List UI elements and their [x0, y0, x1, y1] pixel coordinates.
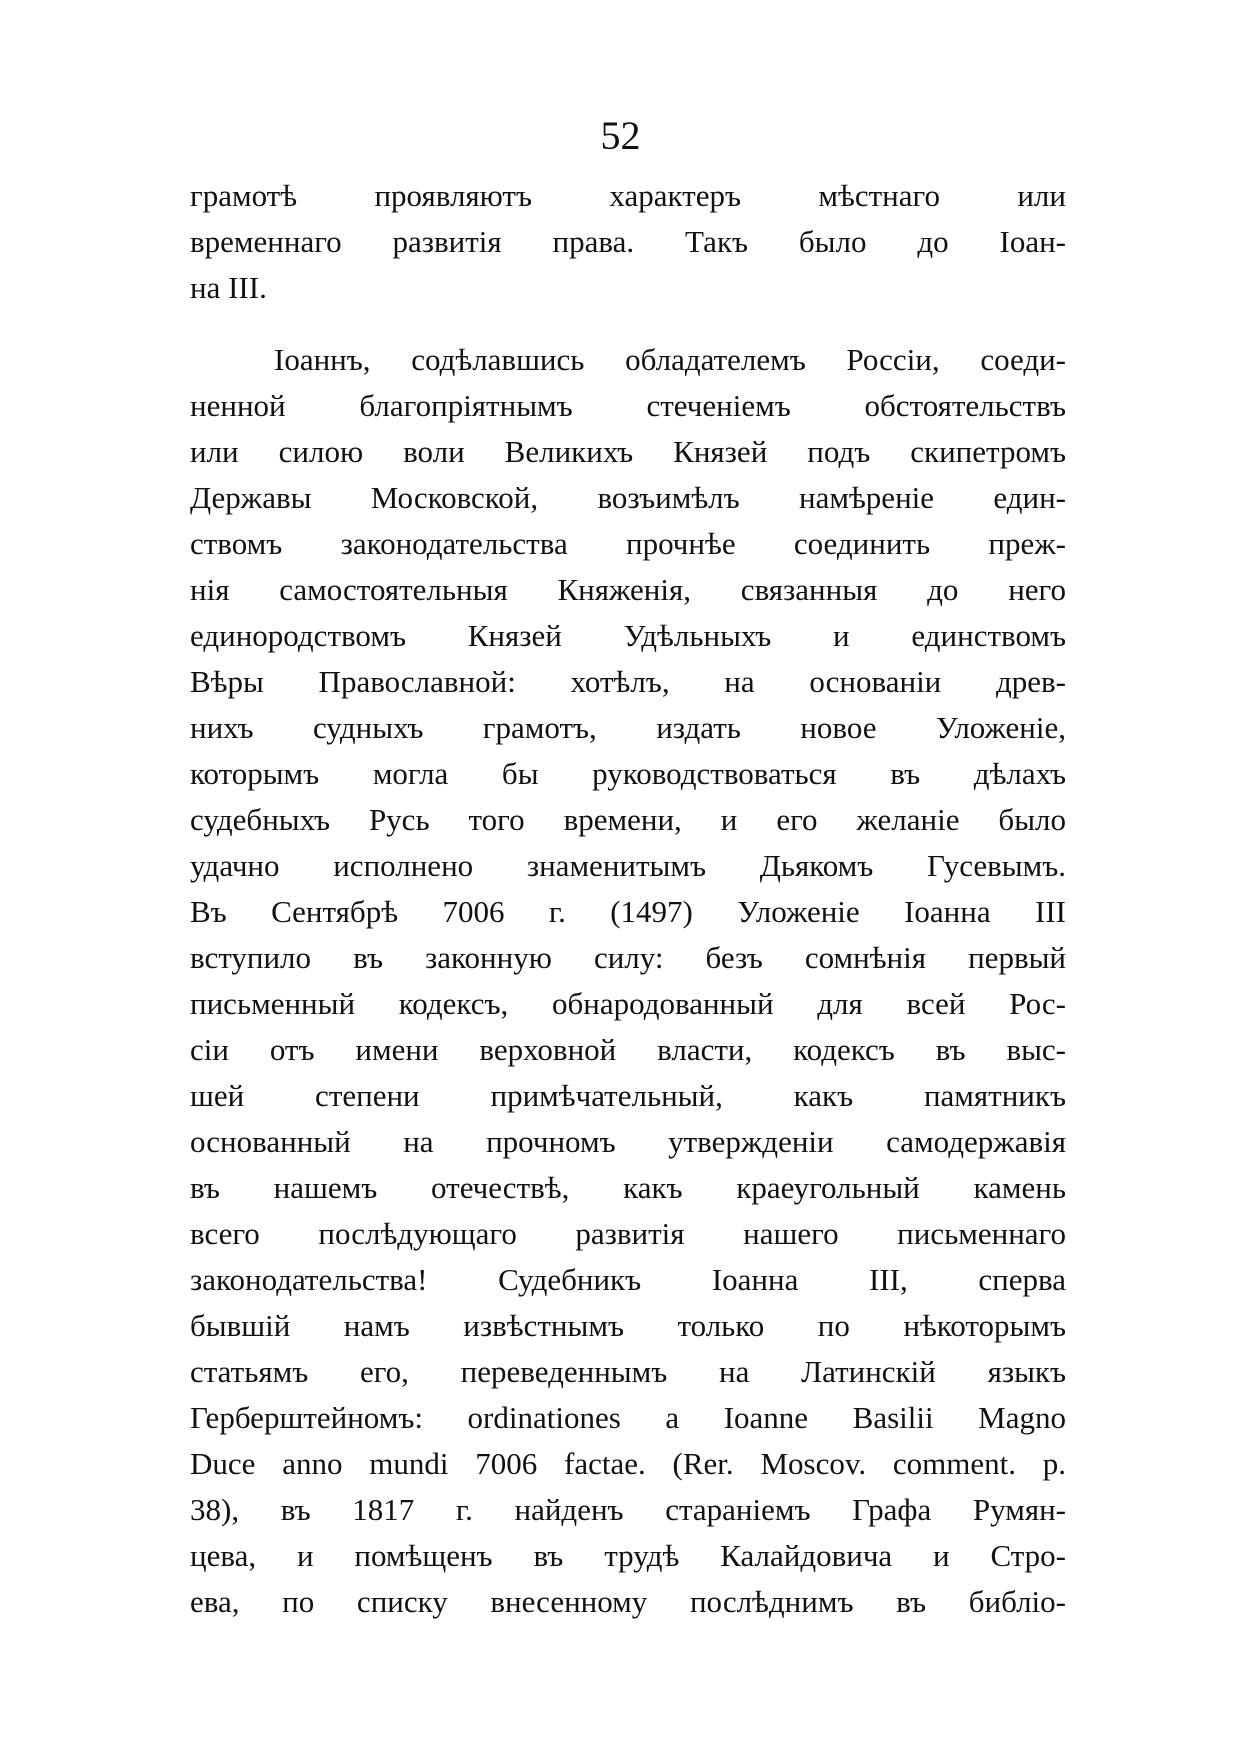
text-line: Державы Московской, возъимѣлъ намѣреніе един-: [190, 480, 1066, 515]
text-line: на III.: [190, 270, 267, 305]
text-line: ствомъ законодательства прочнѣе соединить преж-: [190, 526, 1066, 561]
text-line: Вѣры Православной: хотѣлъ, на основаніи древ-: [190, 664, 1066, 699]
text-line: нихъ судныхъ грамотъ, издать новое Уложеніе,: [190, 710, 1066, 745]
text-line: шей степени примѣчательный, какъ памятникъ: [190, 1078, 1066, 1113]
text-line: законодательства! Судебникъ Іоанна III, сперва: [190, 1262, 1066, 1297]
text-line: судебныхъ Русь того времени, и его желаніе было: [190, 802, 1066, 837]
text-line: вступило въ законную силу: безъ сомнѣнія первый: [190, 940, 1066, 975]
text-line: нія самостоятельныя Княженія, связанныя до него: [190, 572, 1066, 607]
text-line: сіи отъ имени верховной власти, кодексъ въ выс-: [190, 1032, 1066, 1067]
text-line: ненной благопріятнымъ стеченіемъ обстоятельствъ: [190, 388, 1066, 423]
page-number: 52: [600, 113, 641, 158]
text-line: которымъ могла бы руководствоваться въ дѣлахъ: [190, 756, 1066, 791]
text-line: Герберштейномъ: ordinationes a Ioanne Basilii Magno: [190, 1400, 1066, 1435]
text-line: цева, и помѣщенъ въ трудѣ Калайдовича и Стро-: [190, 1538, 1066, 1573]
text-line: Іоаннъ, содѣлавшись обладателемъ Россіи, соеди-: [274, 342, 1066, 377]
text-line: статьямъ его, переведеннымъ на Латинскій языкъ: [190, 1354, 1066, 1389]
text-line: грамотѣ проявляютъ характеръ мѣстнаго или: [190, 178, 1066, 213]
text-line: единородствомъ Князей Удѣльныхъ и единствомъ: [190, 618, 1066, 653]
text-line: или силою воли Великихъ Князей подъ скипетромъ: [190, 434, 1066, 469]
text-line: ева, по списку внесенному послѣднимъ въ библіо-: [190, 1584, 1066, 1619]
text-line: Въ Сентябрѣ 7006 г. (1497) Уложеніе Іоанна III: [190, 894, 1066, 929]
text-line: временнаго развитія права. Такъ было до Іоан-: [190, 224, 1066, 259]
text-line: основанный на прочномъ утвержденіи самодержавія: [190, 1124, 1066, 1159]
text-line: письменный кодексъ, обнародованный для всей Рос-: [190, 986, 1066, 1021]
text-line: Duce anno mundi 7006 factae. (Rer. Moscov. comment. p.: [190, 1446, 1066, 1481]
text-line: бывшій намъ извѣстнымъ только по нѣкоторымъ: [190, 1308, 1066, 1343]
text-line: всего послѣдующаго развитія нашего письменнаго: [190, 1216, 1066, 1251]
text-line: удачно исполнено знаменитымъ Дьякомъ Гусевымъ.: [190, 848, 1066, 883]
text-line: 38), въ 1817 г. найденъ стараніемъ Графа Румян-: [190, 1492, 1066, 1527]
text-line: въ нашемъ отечествѣ, какъ краеугольный камень: [190, 1170, 1066, 1205]
